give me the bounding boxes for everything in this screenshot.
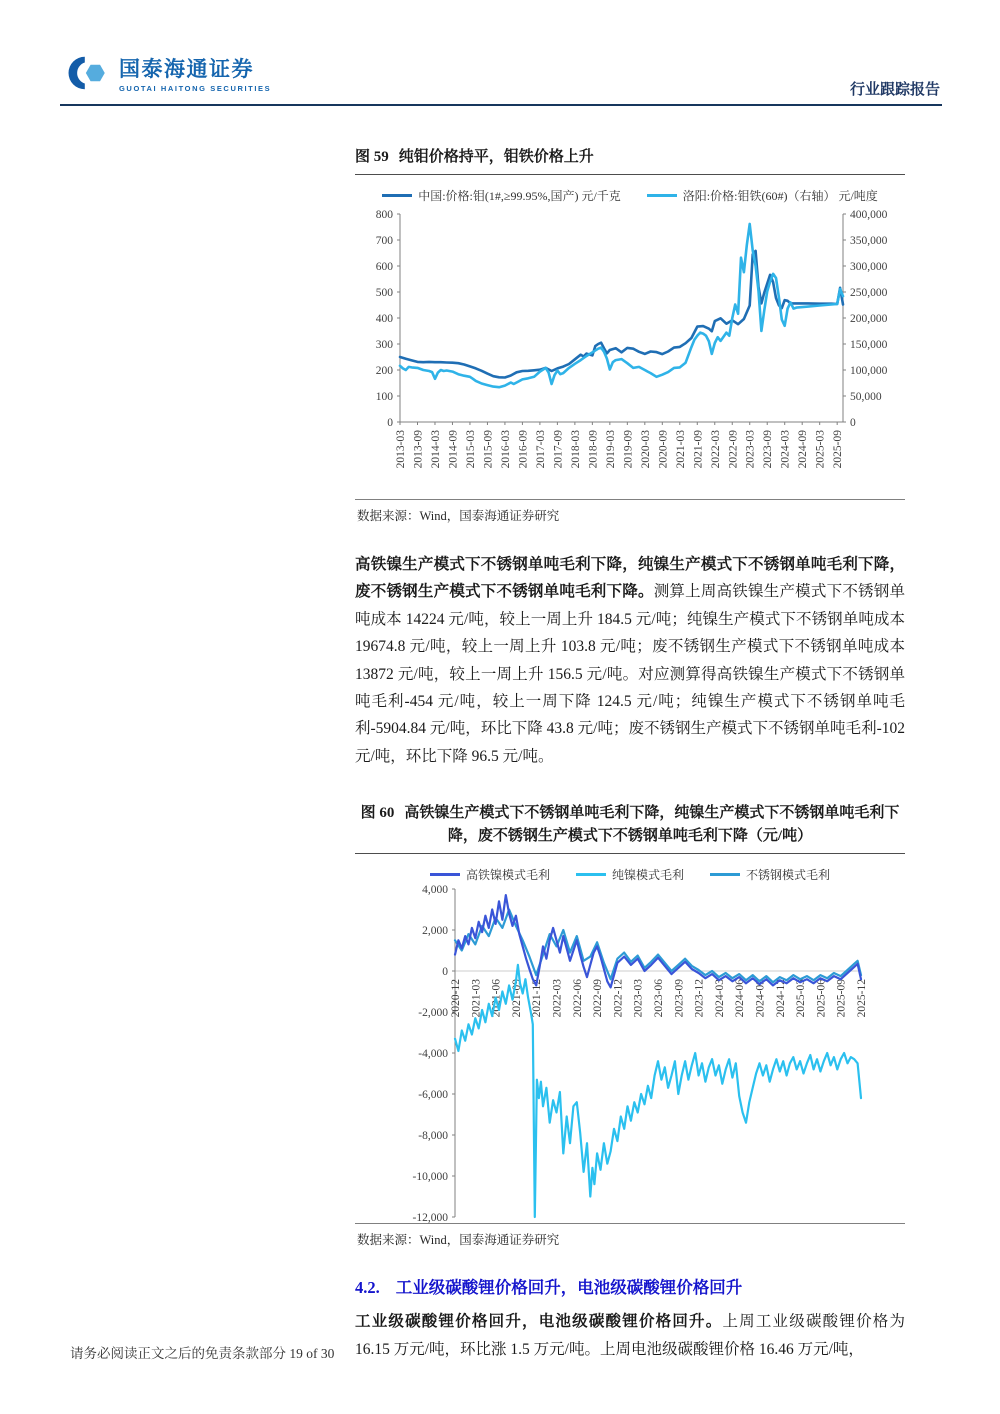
paragraph-1-text: 测算上周高铁镍生产模式下不锈钢单吨成本 14224 元/吨，较上一周上升 184.5 元/吨；纯镍生产模式下不锈钢单吨成本 19674.8 元/吨，较上一周上升 103.8 元/吨；废不锈钢生产模式下不锈钢单吨成本 13872 元/吨，较上一周上升 156.5 元/吨。对应测算得高铁镍生产模式下不锈钢单吨毛利-454 元/吨，较上一周下降 124.5 元/吨；纯镍生产模式下不锈钢单吨毛利-5904.84 元/吨，环比下降 43.8 元/吨；废不锈钢生产模式下不锈钢单吨毛利-102 元/吨，环比下降 96.5 元/吨。 — [355, 583, 905, 765]
x-axis-label: 2024-09 — [754, 979, 767, 1018]
figure-60 — [355, 796, 905, 1248]
legend-label: 中国:价格:钼(1#,≥99.95%,国产) 元/千克 — [418, 189, 621, 203]
x-axis-label: 2021-06 — [490, 979, 503, 1018]
series-line-1 — [400, 224, 843, 387]
legend-label: 纯镍模式毛利 — [611, 868, 684, 883]
logo-mark-icon — [68, 52, 110, 94]
x-axis-label: 2024-03 — [779, 430, 792, 469]
figure-60-label: 图 60 — [360, 805, 395, 822]
x-axis-label: 2020-12 — [450, 979, 462, 1018]
legend-line-swatch — [382, 194, 412, 197]
legend-label: 洛阳:价格:钼铁(60#)（右轴） 元/吨度 — [682, 189, 878, 203]
y-axis-label-left: 600 — [375, 261, 393, 273]
y-axis-label-right: 300,000 — [850, 261, 888, 273]
y-axis-label-left: 2,000 — [422, 925, 448, 938]
figure-59-legend — [355, 187, 905, 204]
x-axis-label: 2022-12 — [612, 979, 625, 1018]
company-logo — [68, 52, 271, 94]
section-4-2-heading — [355, 1274, 905, 1298]
x-axis-label: 2020-03 — [639, 430, 652, 469]
section-title: 工业级碳酸锂价格回升，电池级碳酸锂价格回升 — [395, 1278, 743, 1298]
legend-item-2 — [710, 866, 830, 883]
logo-title: 国泰海通证券 — [119, 58, 254, 81]
page-footer — [70, 1342, 334, 1362]
y-axis-label-right: 200,000 — [850, 313, 888, 325]
y-axis-label-left: 800 — [375, 209, 393, 221]
x-axis-label: 2023-09 — [673, 979, 686, 1018]
legend-label: 高铁镍模式毛利 — [465, 868, 550, 883]
x-axis-label: 2023-03 — [632, 979, 645, 1018]
figure-59-title — [355, 140, 905, 175]
x-axis-label: 2025-03 — [814, 430, 827, 469]
y-axis-label-left: -8,000 — [418, 1130, 448, 1143]
legend-item-0 — [382, 187, 621, 204]
y-axis-label-left: 700 — [375, 235, 393, 247]
x-axis-label: 2015-09 — [482, 430, 495, 469]
x-axis-label: 2021-09 — [510, 979, 523, 1018]
x-axis-label: 2025-06 — [815, 979, 828, 1018]
x-axis-label: 2025-09 — [832, 429, 845, 469]
legend-line-swatch — [576, 873, 606, 876]
y-axis-label-right: 0 — [850, 417, 856, 429]
figure-60-title — [355, 796, 905, 854]
x-axis-label: 2019-09 — [622, 430, 635, 469]
x-axis-label: 2014-03 — [429, 430, 442, 469]
paragraph-lithium-carbonate — [355, 1308, 905, 1363]
y-axis-label-right: 250,000 — [850, 287, 888, 299]
footer-disclaimer: 请务必阅读正文之后的免责条款部分 — [70, 1346, 286, 1361]
x-axis-label: 2020-09 — [657, 430, 670, 469]
x-axis-label: 2023-06 — [653, 979, 665, 1018]
legend-line-swatch — [647, 194, 677, 197]
y-axis-label-right: 350,000 — [850, 235, 888, 247]
logo-subtitle: GUOTAI HAITONG SECURITIES — [119, 84, 272, 93]
x-axis-label: 2022-03 — [551, 979, 564, 1018]
x-axis-label: 2017-03 — [534, 430, 547, 469]
legend-item-0 — [430, 866, 550, 883]
x-axis-label: 2022-09 — [592, 979, 605, 1018]
legend-label: 不锈钢模式毛利 — [746, 868, 831, 883]
x-axis-label: 2021-09 — [692, 430, 705, 469]
y-axis-label-left: 500 — [375, 287, 393, 299]
x-axis-label: 2021-03 — [470, 979, 483, 1018]
y-axis-label-left: 100 — [375, 391, 393, 403]
legend-item-1 — [576, 866, 684, 883]
report-type-label: 行业跟踪报告 — [849, 82, 940, 98]
paragraph-1-bold-lead: 高铁镍生产模式下不锈钢单吨毛利下降，纯镍生产模式下不锈钢单吨毛利下降，废不锈钢生产模式下不锈钢单吨毛利下降。 — [355, 556, 905, 601]
y-axis-label-left: 200 — [375, 365, 393, 377]
y-axis-label-left: 300 — [375, 339, 393, 351]
legend-line-swatch — [710, 873, 740, 876]
section-number: 4.2. — [355, 1278, 380, 1298]
figure-59-source: 数据来源：Wind，国泰海通证券研究 — [355, 499, 905, 524]
figure-59-label: 图 59 — [355, 149, 389, 165]
x-axis-label: 2013-03 — [395, 430, 407, 469]
x-axis-label: 2017-09 — [552, 430, 565, 469]
x-axis-label: 2014-09 — [447, 430, 460, 469]
y-axis-label-right: 100,000 — [850, 365, 888, 377]
x-axis-label: 2021-03 — [674, 430, 687, 469]
content-column — [355, 140, 905, 1363]
x-axis-label: 2023-12 — [693, 979, 706, 1018]
x-axis-label: 2023-09 — [762, 430, 775, 469]
x-axis-label: 2022-06 — [571, 979, 584, 1018]
x-axis-label: 2022-09 — [727, 430, 740, 469]
x-axis-label: 2025-03 — [795, 979, 808, 1018]
x-axis-label: 2019-03 — [604, 430, 617, 469]
figure-60-title-text: 高铁镍生产模式下不锈钢单吨毛利下降，纯镍生产模式下不锈钢单吨毛利下降，废不锈钢生产模式下不锈钢单吨毛利下降（元/吨） — [404, 805, 900, 845]
footer-page-number: 19 of 30 — [289, 1346, 335, 1361]
x-axis-label: 2023-03 — [744, 430, 757, 469]
x-axis-label: 2024-06 — [734, 979, 747, 1018]
x-axis-label: 2016-09 — [517, 430, 530, 469]
x-axis-label: 2015-03 — [464, 430, 477, 469]
x-axis-label: 2025-12 — [856, 979, 868, 1018]
report-header — [60, 48, 942, 106]
y-axis-label-left: -12,000 — [412, 1212, 448, 1224]
y-axis-label-right: 50,000 — [850, 391, 882, 403]
x-axis-label: 2018-09 — [587, 430, 600, 469]
figure-59 — [355, 140, 905, 524]
x-axis-label: 2024-12 — [774, 979, 787, 1018]
logo-text — [119, 53, 271, 93]
figure-60-source: 数据来源：Wind，国泰海通证券研究 — [355, 1223, 905, 1248]
y-axis-label-left: 4,000 — [422, 884, 448, 897]
y-axis-label-right: 400,000 — [850, 209, 888, 221]
x-axis-label: 2021-12 — [531, 979, 544, 1018]
y-axis-label-left: -10,000 — [412, 1171, 448, 1184]
y-axis-label-left: 0 — [442, 966, 448, 979]
y-axis-label-left: 0 — [387, 417, 393, 429]
figure-60-chart — [355, 883, 905, 1223]
x-axis-label: 2025-09 — [835, 979, 848, 1018]
figure-59-title-text: 纯钼价格持平，钼铁价格上升 — [398, 149, 594, 165]
figure-60-legend — [355, 866, 905, 883]
paragraph-2-text: 上周工业级碳酸锂价格为 16.15 万元/吨，环比涨 1.5 万元/吨。上周电池级碳酸锂价格 16.46 万元/吨， — [355, 1313, 905, 1358]
x-axis-label: 2024-03 — [713, 979, 726, 1018]
y-axis-label-left: -2,000 — [418, 1007, 448, 1020]
paragraph-stainless-steel-margin — [355, 551, 905, 770]
x-axis-label: 2016-03 — [499, 430, 512, 469]
legend-item-1 — [647, 187, 878, 204]
figure-59-chart — [355, 204, 905, 499]
x-axis-label: 2013-09 — [412, 430, 425, 469]
x-axis-label: 2022-03 — [709, 430, 722, 469]
legend-line-swatch — [430, 873, 460, 876]
y-axis-label-left: -6,000 — [418, 1089, 448, 1102]
y-axis-label-right: 150,000 — [850, 339, 888, 351]
y-axis-label-left: -4,000 — [418, 1048, 448, 1061]
x-axis-label: 2024-09 — [797, 430, 810, 469]
x-axis-label: 2018-03 — [569, 430, 582, 469]
y-axis-label-left: 400 — [375, 313, 393, 325]
paragraph-2-bold-lead: 工业级碳酸锂价格回升，电池级碳酸锂价格回升。 — [355, 1313, 723, 1331]
